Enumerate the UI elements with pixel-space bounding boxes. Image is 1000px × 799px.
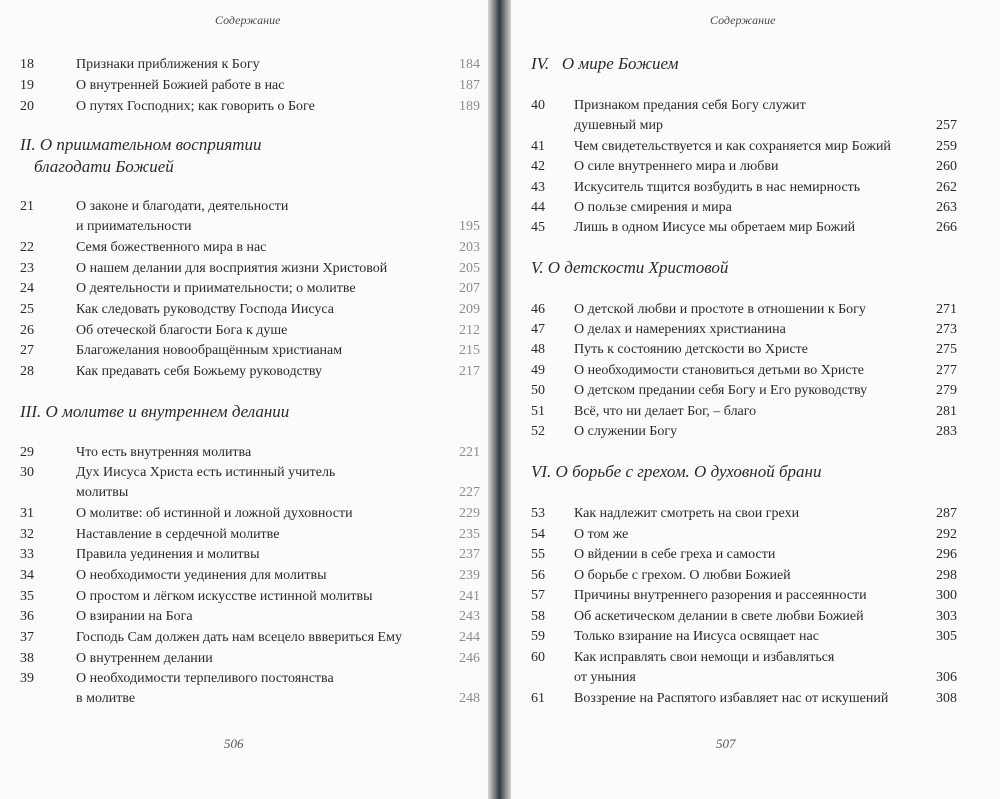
entry-title: О внутреннем делании [76, 651, 213, 666]
entry-title: О простом и лёгком искусстве истинной молитвы [76, 589, 373, 604]
entry-title: О необходимости уединения для молитвы [76, 568, 327, 583]
entry-title: Признаки приближения к Богу [76, 57, 260, 72]
entry-title: Путь к состоянию детскости во Христе [574, 342, 809, 357]
entry-title: Как надлежит смотреть на свои грехи [574, 506, 800, 521]
entry-page: 308 [936, 691, 957, 706]
entry-title: Признаком предания себя Богу служит [574, 98, 806, 113]
entry-number: 55 [531, 547, 545, 562]
section-heading-line: III. О молитве и внутреннем делании [20, 402, 290, 421]
entry-title: О путях Господних; как говорить о Боге [76, 99, 315, 114]
entry-number: 24 [20, 281, 34, 296]
entry-page: 306 [936, 670, 957, 685]
entry-page: 227 [459, 485, 480, 500]
entry-title: О вйдении в себе греха и самости [574, 547, 776, 562]
entry-title-continuation: и приимательности [76, 219, 192, 234]
entry-title: Как исправлять свои немощи и избавляться [574, 650, 835, 665]
entry-title: Что есть внутренняя молитва [76, 445, 252, 460]
entry-number: 51 [531, 404, 545, 419]
section-heading [20, 134, 262, 178]
entry-number: 19 [20, 78, 34, 93]
entry-number: 18 [20, 57, 34, 72]
entry-page: 187 [459, 78, 480, 93]
entry-number: 28 [20, 364, 34, 379]
entry-title: О законе и благодати, деятельности [76, 199, 289, 214]
entry-page: 195 [459, 219, 480, 234]
entry-number: 43 [531, 180, 545, 195]
entry-number: 25 [20, 302, 34, 317]
entry-page: 189 [459, 99, 480, 114]
entry-page: 300 [936, 588, 957, 603]
entry-title: Об отеческой благости Бога к душе [76, 323, 288, 338]
entry-page: 273 [936, 322, 957, 337]
entry-number: 31 [20, 506, 34, 521]
entry-title: О борьбе с грехом. О любви Божией [574, 568, 791, 583]
entry-page: 283 [936, 424, 957, 439]
entry-title: О взирании на Бога [76, 609, 193, 624]
entry-page: 235 [459, 527, 480, 542]
entry-number: 34 [20, 568, 34, 583]
entry-title: О делах и намерениях христианина [574, 322, 786, 337]
entry-number: 29 [20, 445, 34, 460]
entry-title: Благожелания новообращённым христианам [76, 343, 343, 358]
entry-page: 241 [459, 589, 480, 604]
entry-title: О необходимости становиться детьми во Христе [574, 363, 864, 378]
right-page [511, 0, 1000, 799]
entry-title: Чем свидетельствуется и как сохраняется мир Божий [574, 139, 891, 154]
entry-page: 292 [936, 527, 957, 542]
entry-page: 244 [459, 630, 480, 645]
running-head: Содержание [215, 13, 281, 27]
entry-number: 27 [20, 343, 34, 358]
entry-title: О деятельности и приимательности; о молитве [76, 281, 356, 296]
entry-number: 22 [20, 240, 34, 255]
entry-title: О молитве: об истинной и ложной духовности [76, 506, 353, 521]
entry-title: О внутренней Божией работе в нас [76, 78, 285, 93]
entry-title: Искуситель тщится возбудить в нас немирность [574, 180, 861, 195]
entry-number: 36 [20, 609, 34, 624]
page-number: 507 [716, 736, 736, 751]
entry-number: 49 [531, 363, 545, 378]
entry-title: Об аскетическом делании в свете любви Божией [574, 609, 864, 624]
entry-title: Только взирание на Иисуса освящает нас [574, 629, 819, 644]
entry-number: 30 [20, 465, 34, 480]
entry-page: 263 [936, 200, 957, 215]
entry-page: 298 [936, 568, 957, 583]
entry-page: 281 [936, 404, 957, 419]
entry-title: Семя божественного мира в нас [76, 240, 267, 255]
entry-number: 38 [20, 651, 34, 666]
entry-title: Как предавать себя Божьему руководству [76, 364, 323, 379]
left-page [0, 0, 488, 799]
entry-page: 246 [459, 651, 480, 666]
entry-number: 48 [531, 342, 545, 357]
section-heading [531, 461, 821, 483]
entry-number: 44 [531, 200, 545, 215]
entry-title: Воззрение на Распятого избавляет нас от искушений [574, 691, 889, 706]
entry-title: Дух Иисуса Христа есть истинный учитель [76, 465, 336, 480]
entry-page: 184 [459, 57, 480, 72]
section-heading-line: IV. О мире Божием [531, 54, 679, 73]
entry-title-continuation: молитвы [76, 485, 129, 500]
entry-page: 287 [936, 506, 957, 521]
entry-number: 47 [531, 322, 545, 337]
entry-page: 203 [459, 240, 480, 255]
section-heading [20, 401, 289, 423]
entry-page: 262 [936, 180, 957, 195]
entry-number: 61 [531, 691, 545, 706]
entry-number: 46 [531, 302, 545, 317]
entry-page: 260 [936, 159, 957, 174]
entry-page: 243 [459, 609, 480, 624]
entry-number: 60 [531, 650, 545, 665]
entry-title: Как следовать руководству Господа Иисуса [76, 302, 334, 317]
entry-title: Лишь в одном Иисусе мы обретаем мир Божий [574, 220, 856, 235]
entry-page: 205 [459, 261, 480, 276]
entry-number: 23 [20, 261, 34, 276]
entry-title: Причины внутреннего разорения и рассеянности [574, 588, 867, 603]
entry-number: 32 [20, 527, 34, 542]
entry-number: 45 [531, 220, 545, 235]
entry-number: 39 [20, 671, 34, 686]
entry-title-continuation: от уныния [574, 670, 636, 685]
entry-number: 58 [531, 609, 545, 624]
entry-title: О пользе смирения и мира [574, 200, 732, 215]
entry-number: 41 [531, 139, 545, 154]
entry-title: Господь Сам должен дать нам всецело вввериться Ему [76, 630, 402, 645]
entry-title-continuation: душевный мир [574, 118, 663, 133]
entry-number: 40 [531, 98, 545, 113]
entry-title: О нашем делании для восприятия жизни Христовой [76, 261, 388, 276]
entry-page: 217 [459, 364, 480, 379]
entry-page: 248 [459, 691, 480, 706]
entry-title: О детском предании себя Богу и Его руководству [574, 383, 868, 398]
running-head: Содержание [710, 13, 776, 27]
entry-number: 59 [531, 629, 545, 644]
entry-number: 21 [20, 199, 34, 214]
entry-number: 20 [20, 99, 34, 114]
section-heading [531, 257, 728, 279]
entry-page: 237 [459, 547, 480, 562]
entry-page: 275 [936, 342, 957, 357]
section-heading-line: благодати Божией [34, 157, 174, 176]
entry-number: 56 [531, 568, 545, 583]
entry-number: 50 [531, 383, 545, 398]
entry-page: 277 [936, 363, 957, 378]
entry-page: 207 [459, 281, 480, 296]
entry-number: 54 [531, 527, 545, 542]
entry-number: 33 [20, 547, 34, 562]
entry-title: О силе внутреннего мира и любви [574, 159, 779, 174]
entry-title: О том же [574, 527, 629, 542]
entry-page: 266 [936, 220, 957, 235]
entry-page: 305 [936, 629, 957, 644]
entry-page: 209 [459, 302, 480, 317]
entry-page: 303 [936, 609, 957, 624]
section-heading-line: VI. О борьбе с грехом. О духовной брани [531, 462, 822, 481]
entry-page: 257 [936, 118, 957, 133]
entry-title: О необходимости терпеливого постоянства [76, 671, 334, 686]
entry-number: 37 [20, 630, 34, 645]
entry-title: О детской любви и простоте в отношении к Богу [574, 302, 866, 317]
entry-title: О служении Богу [574, 424, 678, 439]
entry-page: 239 [459, 568, 480, 583]
entry-page: 296 [936, 547, 957, 562]
section-heading [531, 53, 678, 75]
section-heading-line: II. О приимательном восприятии [20, 135, 262, 154]
entry-number: 53 [531, 506, 545, 521]
entry-title: Всё, что ни делает Бог, – благо [574, 404, 757, 419]
entry-page: 279 [936, 383, 957, 398]
entry-number: 26 [20, 323, 34, 338]
entry-title: Наставление в сердечной молитве [76, 527, 280, 542]
book-spine [488, 0, 511, 799]
entry-title: Правила уединения и молитвы [76, 547, 260, 562]
entry-page: 259 [936, 139, 957, 154]
entry-title-continuation: в молитве [76, 691, 136, 706]
entry-number: 35 [20, 589, 34, 604]
entry-page: 221 [459, 445, 480, 460]
entry-page: 229 [459, 506, 480, 521]
entry-number: 57 [531, 588, 545, 603]
entry-number: 52 [531, 424, 545, 439]
entry-page: 212 [459, 323, 480, 338]
entry-page: 215 [459, 343, 480, 358]
section-heading-line: V. О детскости Христовой [531, 258, 729, 277]
page-number: 506 [224, 736, 244, 751]
entry-page: 271 [936, 302, 957, 317]
entry-number: 42 [531, 159, 545, 174]
